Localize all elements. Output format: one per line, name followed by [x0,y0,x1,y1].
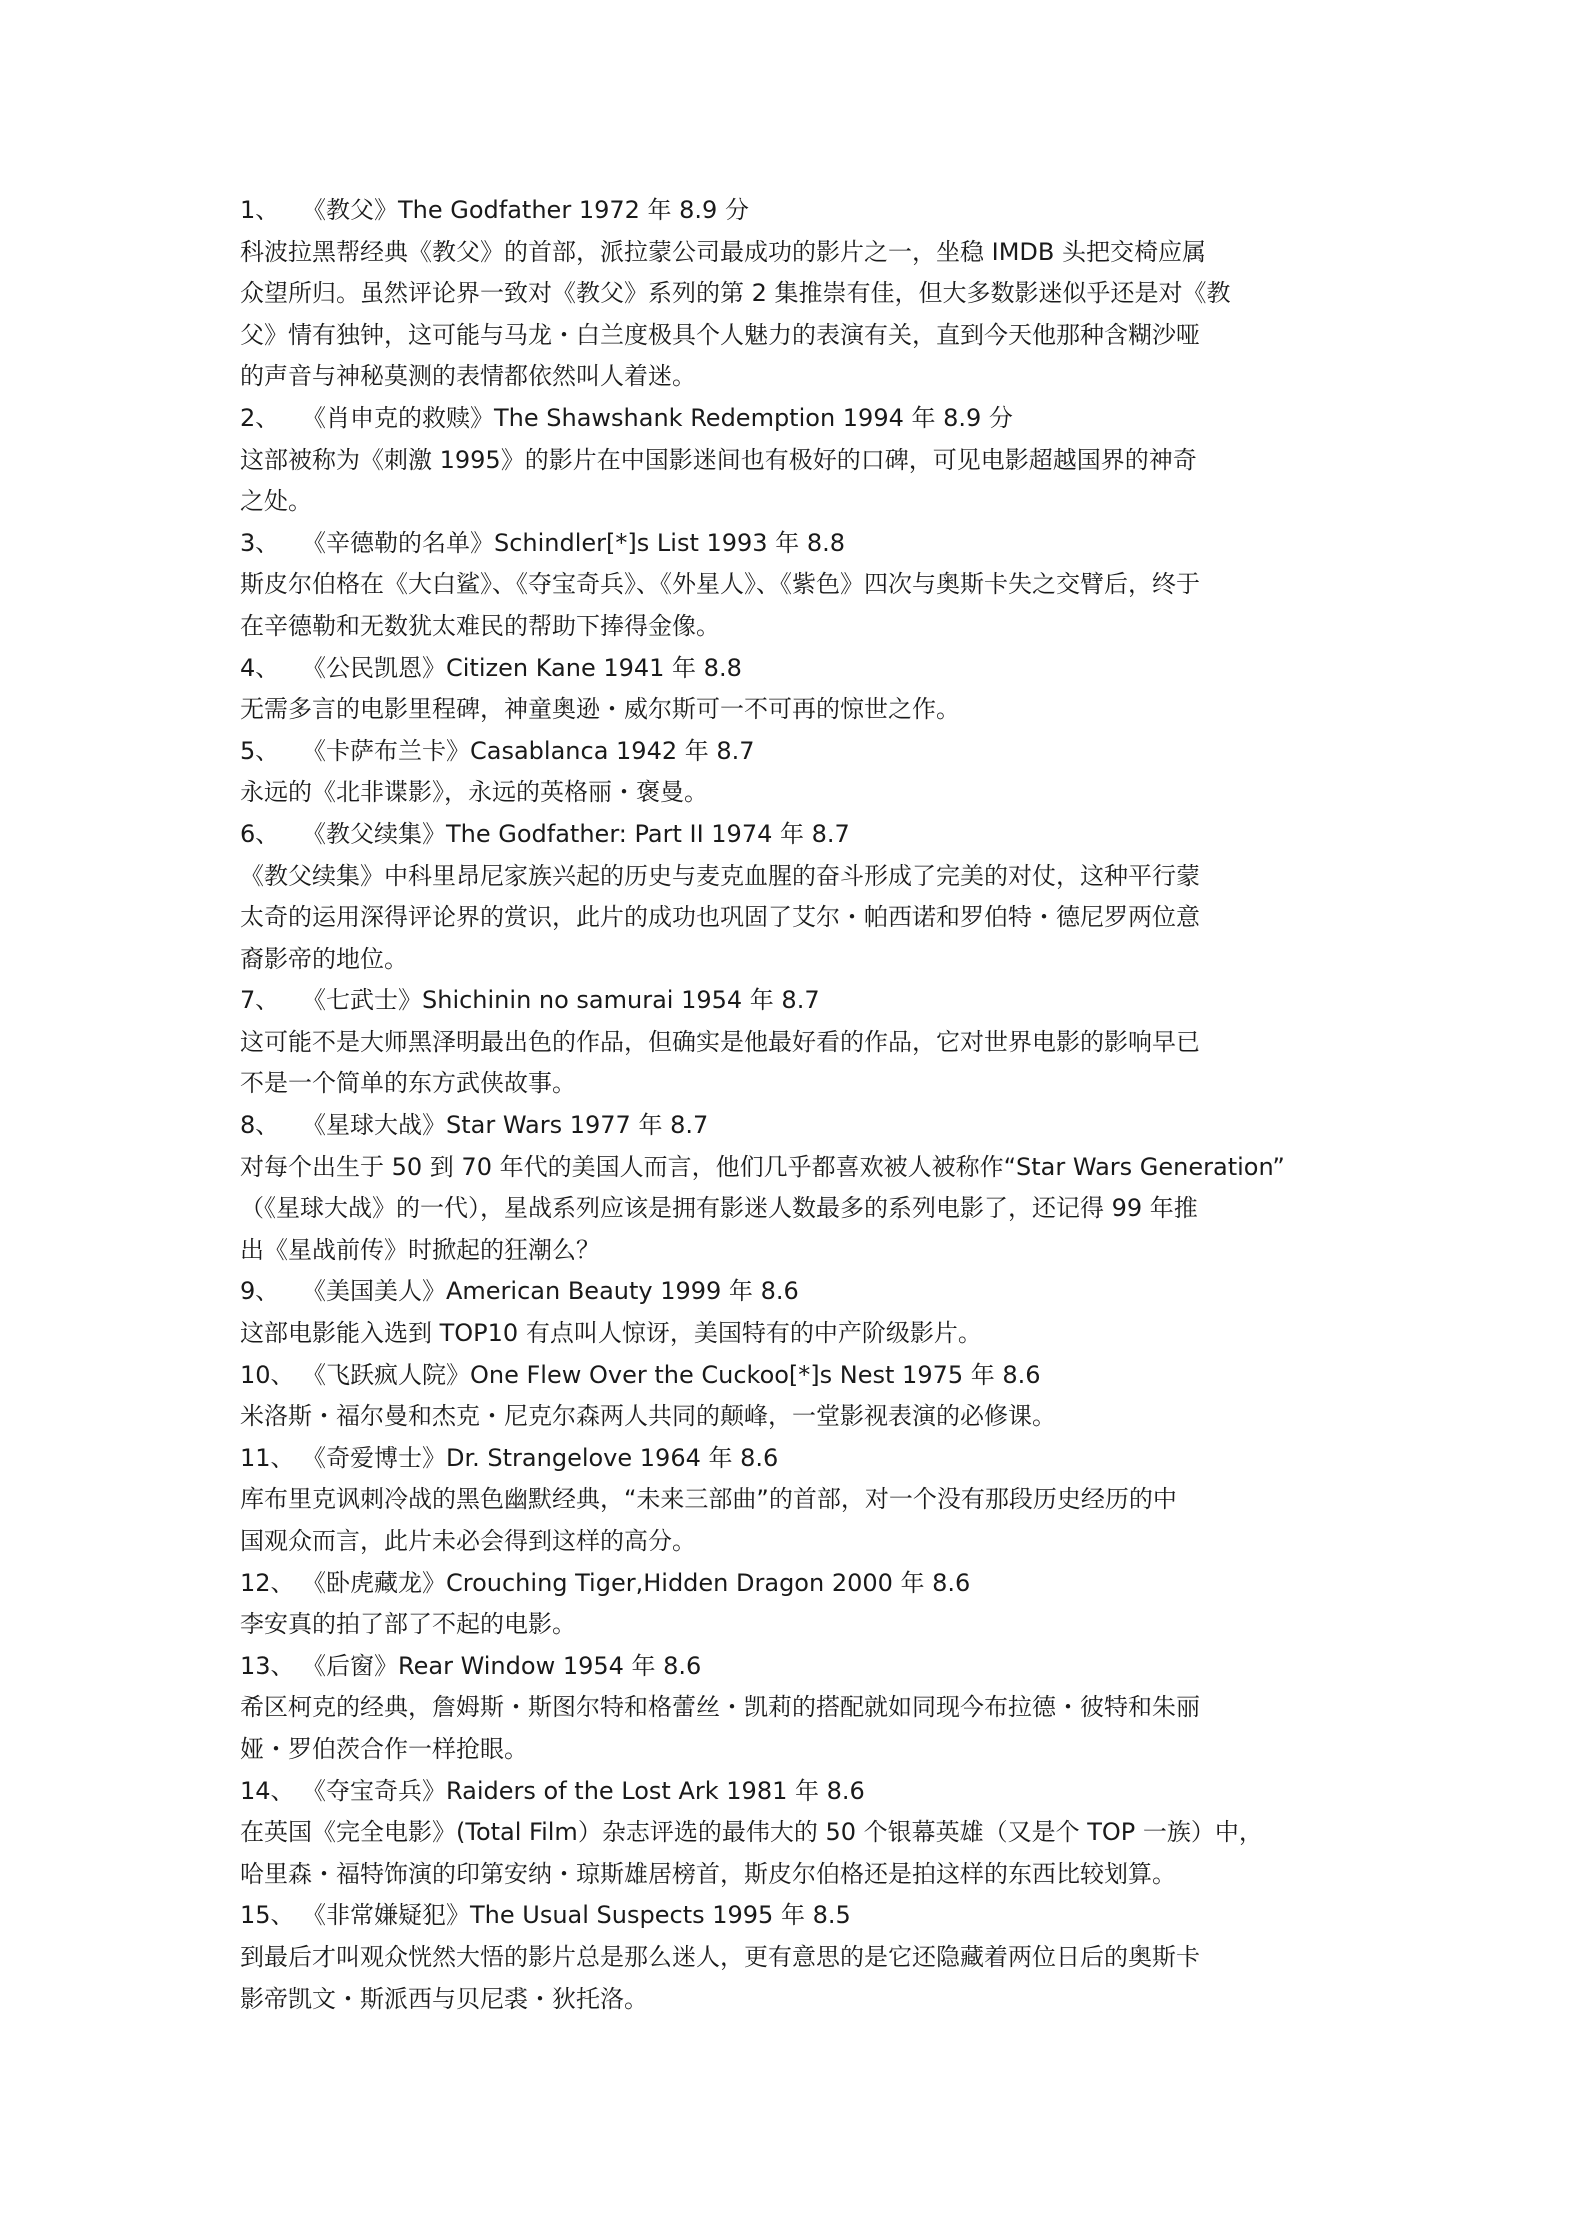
movie-description-line: 对每个出生于 50 到 70 年代的美国人而言，他们几乎都喜欢被人被称作“Star Wars Generation” [240,1152,1285,1181]
movie-description-line: 米洛斯・福尔曼和杰克・尼克尔森两人共同的颠峰，一堂影视表演的必修课。 [240,1402,1056,1431]
movie-title: 《星球大战》Star Wars 1977 年 8.7 [302,1111,709,1140]
entry-number: 13、 [240,1651,295,1680]
movie-entry-3 [240,523,1360,648]
movie-title-line [240,1438,1360,1480]
movie-title-line [240,648,1360,690]
entry-number: 6、 [240,819,280,848]
movie-title-line [240,1355,1360,1397]
movie-entry-13 [240,1646,1360,1771]
movie-title: 《七武士》Shichinin no samurai 1954 年 8.7 [302,986,820,1015]
document-body [240,190,1360,2020]
entry-number: 3、 [240,528,280,557]
movie-title-line [240,523,1360,565]
movie-description-line: 在英国《完全电影》(Total Film）杂志评选的最伟大的 50 个银幕英雄（又是个 TOP 一族）中， [240,1818,1263,1847]
movie-description-line: 父》情有独钟，这可能与马龙・白兰度极具个人魅力的表演有关，直到今天他那种含糊沙哑 [240,320,1200,349]
movie-description-line: 哈里森・福特饰演的印第安纳・琼斯雄居榜首，斯皮尔伯格还是拍这样的东西比较划算。 [240,1859,1176,1888]
movie-title: 《非常嫌疑犯》The Usual Suspects 1995 年 8.5 [302,1901,851,1930]
movie-entry-4 [240,648,1360,731]
movie-description-line: 这部电影能入选到 TOP10 有点叫人惊讶，美国特有的中产阶级影片。 [240,1319,982,1348]
movie-title: 《辛德勒的名单》Schindler[*]s List 1993 年 8.8 [302,528,845,557]
movie-title-line [240,1771,1360,1813]
movie-description-line: （《星球大战》的一代），星战系列应该是拥有影迷人数最多的系列电影了，还记得 99 年推 [240,1194,1198,1223]
movie-entry-6 [240,814,1360,980]
movie-title: 《卡萨布兰卡》Casablanca 1942 年 8.7 [302,736,755,765]
entry-number: 10、 [240,1360,295,1389]
movie-entry-15 [240,1895,1360,2020]
movie-entry-1 [240,190,1360,398]
entry-number: 15、 [240,1901,295,1930]
movie-title: 《飞跃疯人院》One Flew Over the Cuckoo[*]s Nest 1975 年 8.6 [302,1360,1041,1389]
movie-title: 《公民凯恩》Citizen Kane 1941 年 8.8 [302,653,742,682]
movie-entry-8 [240,1105,1360,1271]
movie-title: 《后窗》Rear Window 1954 年 8.6 [302,1651,702,1680]
entry-number: 2、 [240,403,280,432]
movie-description-line: 的声音与神秘莫测的表情都依然叫人着迷。 [240,362,696,391]
movie-title: 《奇爱博士》Dr. Strangelove 1964 年 8.6 [302,1443,779,1472]
entry-number: 7、 [240,986,280,1015]
movie-description-line: 这部被称为《刺激 1995》的影片在中国影迷间也有极好的口碑，可见电影超越国界的神奇 [240,445,1197,474]
movie-description-line: 娅・罗伯茨合作一样抢眼。 [240,1734,528,1763]
movie-description-line: 《教父续集》中科里昂尼家族兴起的历史与麦克血腥的奋斗形成了完美的对仗，这种平行蒙 [240,861,1200,890]
movie-title-line [240,980,1360,1022]
movie-entry-14 [240,1771,1360,1896]
movie-description-line: 众望所归。虽然评论界一致对《教父》系列的第 2 集推崇有佳，但大多数影迷似乎还是对《教 [240,279,1231,308]
movie-title-line [240,1105,1360,1147]
movie-entry-10 [240,1355,1360,1438]
movie-description-line: 科波拉黑帮经典《教父》的首部，派拉蒙公司最成功的影片之一，坐稳 IMDB 头把交椅应属 [240,237,1206,266]
movie-title-line [240,814,1360,856]
movie-title-line [240,398,1360,440]
movie-entry-9 [240,1271,1360,1354]
movie-title-line [240,731,1360,773]
entry-number: 4、 [240,653,280,682]
entry-number: 12、 [240,1568,295,1597]
movie-description-line: 影帝凯文・斯派西与贝尼裘・狄托洛。 [240,1984,648,2013]
movie-description-line: 之处。 [240,487,312,516]
movie-title-line [240,1563,1360,1605]
movie-title: 《美国美人》American Beauty 1999 年 8.6 [302,1277,799,1306]
movie-entry-11 [240,1438,1360,1563]
movie-title-line [240,1895,1360,1937]
movie-title: 《夺宝奇兵》Raiders of the Lost Ark 1981 年 8.6 [302,1776,865,1805]
movie-entry-5 [240,731,1360,814]
movie-title: 《教父续集》The Godfather: Part II 1974 年 8.7 [302,819,850,848]
movie-entry-2 [240,398,1360,523]
movie-title: 《教父》The Godfather 1972 年 8.9 分 [302,196,749,224]
movie-description-line: 希区柯克的经典，詹姆斯・斯图尔特和格蕾丝・凯莉的搭配就如同现今布拉德・彼特和朱丽 [240,1693,1200,1722]
movie-description-line: 裔影帝的地位。 [240,944,408,973]
movie-description-line: 斯皮尔伯格在《大白鲨》、《夺宝奇兵》、《外星人》、《紫色》四次与奥斯卡失之交臂后，终于 [240,570,1200,599]
movie-description-line: 李安真的拍了部了不起的电影。 [240,1610,576,1639]
entry-number: 11、 [240,1443,295,1472]
movie-description-line: 无需多言的电影里程碑，神童奥逊・威尔斯可一不可再的惊世之作。 [240,695,960,724]
movie-description-line: 国观众而言，此片未必会得到这样的高分。 [240,1527,696,1555]
movie-title-line [240,190,1360,232]
entry-number: 8、 [240,1111,280,1140]
movie-title: 《肖申克的救赎》The Shawshank Redemption 1994 年 8.9 分 [302,403,1013,432]
entry-number: 5、 [240,736,280,765]
movie-title-line [240,1271,1360,1313]
movie-description-line: 在辛德勒和无数犹太难民的帮助下捧得金像。 [240,611,720,640]
entry-number: 9、 [240,1277,280,1306]
entry-number: 1、 [240,196,280,224]
movie-title: 《卧虎藏龙》Crouching Tiger,Hidden Dragon 2000 年 8.6 [302,1568,971,1597]
movie-title-line [240,1646,1360,1688]
movie-description-line: 不是一个简单的东方武侠故事。 [240,1069,576,1098]
movie-description-line: 到最后才叫观众恍然大悟的影片总是那么迷人，更有意思的是它还隐藏着两位日后的奥斯卡 [240,1942,1200,1971]
movie-entry-7 [240,980,1360,1105]
movie-description-line: 这可能不是大师黑泽明最出色的作品，但确实是他最好看的作品，它对世界电影的影响早已 [240,1027,1200,1056]
movie-description-line: 出《星战前传》时掀起的狂潮么？ [240,1235,600,1264]
movie-description-line: 太奇的运用深得评论界的赏识，此片的成功也巩固了艾尔・帕西诺和罗伯特・德尼罗两位意 [240,903,1200,932]
entry-number: 14、 [240,1776,295,1805]
movie-description-line: 库布里克讽刺冷战的黑色幽默经典，“未来三部曲”的首部，对一个没有那段历史经历的中 [240,1485,1177,1514]
movie-entry-12 [240,1563,1360,1646]
movie-description-line: 永远的《北非谍影》，永远的英格丽・褒曼。 [240,778,708,807]
